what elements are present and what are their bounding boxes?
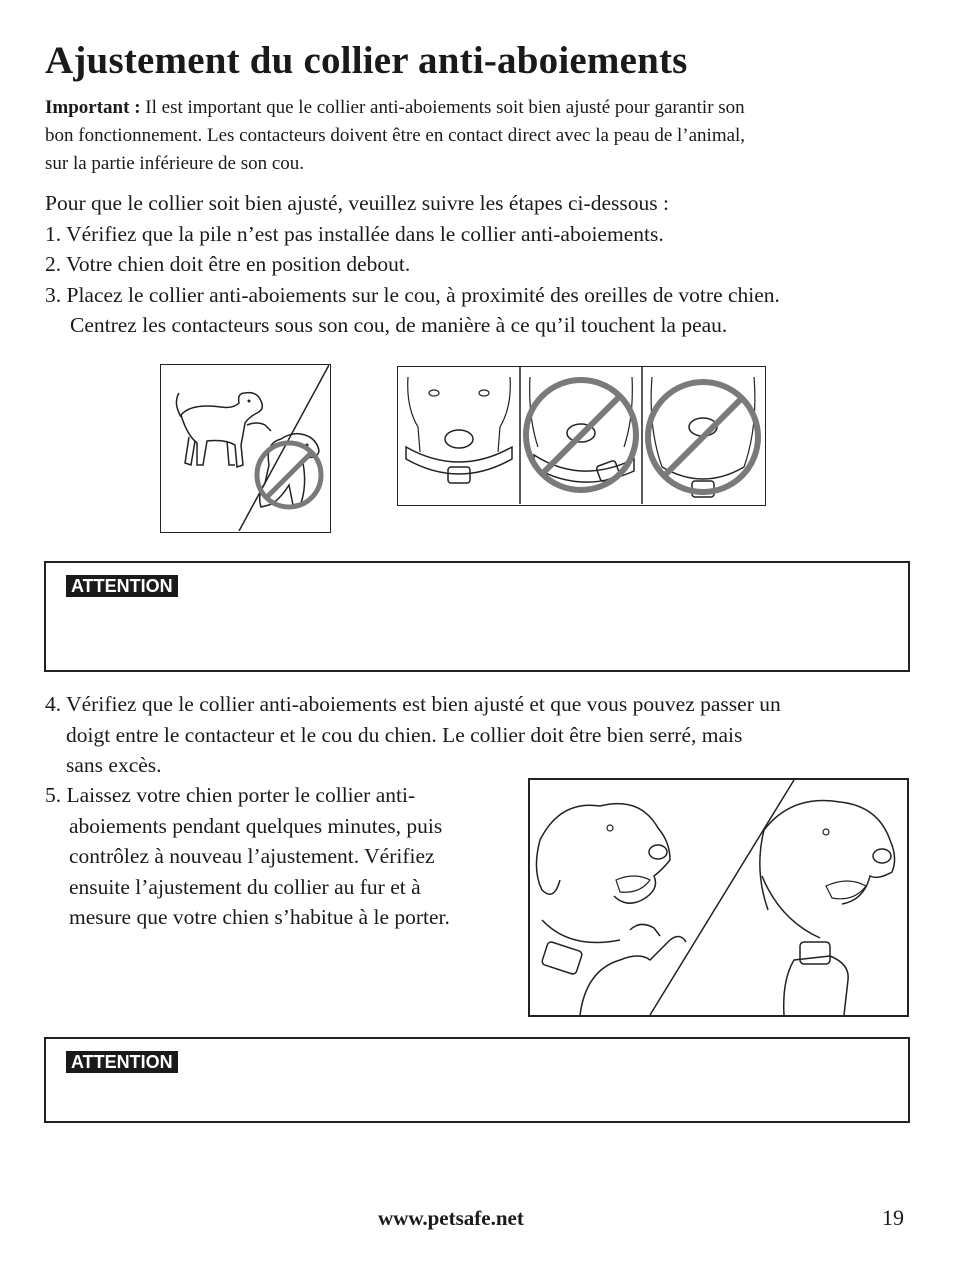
- footer-url: www.petsafe.net: [378, 1206, 524, 1230]
- important-note: [45, 94, 915, 178]
- step-5-line-1: 5. Laissez votre chien porter le collier anti-: [45, 783, 416, 807]
- standing-dog-illustration: [160, 364, 331, 533]
- step-1: 1. Vérifiez que la pile n’est pas installée dans le collier anti-aboiements.: [45, 221, 664, 246]
- step-5-line-4: ensuite l’ajustement du collier au fur et à: [69, 874, 421, 899]
- step-2: 2. Votre chien doit être en position debout.: [45, 252, 411, 276]
- important-text: Il est important que le collier anti-aboiements soit bien ajusté pour garantir son: [140, 97, 745, 118]
- dog-position-drawing: [161, 365, 329, 531]
- step-5-line-5: mesure que votre chien s’habitue à le porter.: [69, 905, 450, 929]
- step-3-continued: Centrez les contacteurs sous son cou, de manière à ce qu’il touchent la peau.: [70, 313, 728, 337]
- attention-box-2: [44, 1037, 910, 1123]
- attention-label-2: ATTENTION: [66, 1051, 178, 1073]
- step-5: [45, 780, 515, 933]
- attention-label-1: ATTENTION: [66, 575, 178, 597]
- important-label: Important :: [45, 97, 141, 118]
- intro-line: Pour que le collier soit bien ajusté, veuillez suivre les étapes ci-dessous :: [45, 191, 669, 215]
- fit-check-drawing: [530, 780, 907, 1015]
- step-4-line-1: 4. Vérifiez que le collier anti-aboiements est bien ajusté et que vous pouvez passer un: [45, 692, 781, 716]
- step-5-line-2: aboiements pendant quelques minutes, puis: [69, 813, 443, 838]
- intro-steps: [45, 188, 925, 341]
- collar-positions-drawing: [398, 367, 764, 504]
- page-number: 19: [882, 1205, 904, 1230]
- page-title: Ajustement du collier anti-aboiements: [45, 39, 688, 82]
- step-3: 3. Placez le collier anti-aboiements sur le cou, à proximité des oreilles de votre chien.: [45, 282, 780, 307]
- collar-position-illustration: [397, 366, 766, 506]
- fit-check-illustration: [528, 778, 909, 1017]
- step-5-line-3: contrôlez à nouveau l’ajustement. Vérifiez: [69, 844, 435, 868]
- important-line-1: [45, 94, 915, 122]
- step-4-line-2: doigt entre le contacteur et le cou du chien. Le collier doit être bien serré, mais: [66, 722, 743, 747]
- attention-box-1: [44, 561, 910, 672]
- important-line-2: bon fonctionnement. Les contacteurs doivent être en contact direct avec la peau de l’animal,: [45, 125, 746, 146]
- step-4-line-3: sans excès.: [66, 753, 162, 777]
- step-4: [45, 689, 925, 781]
- important-line-3: sur la partie inférieure de son cou.: [45, 153, 305, 174]
